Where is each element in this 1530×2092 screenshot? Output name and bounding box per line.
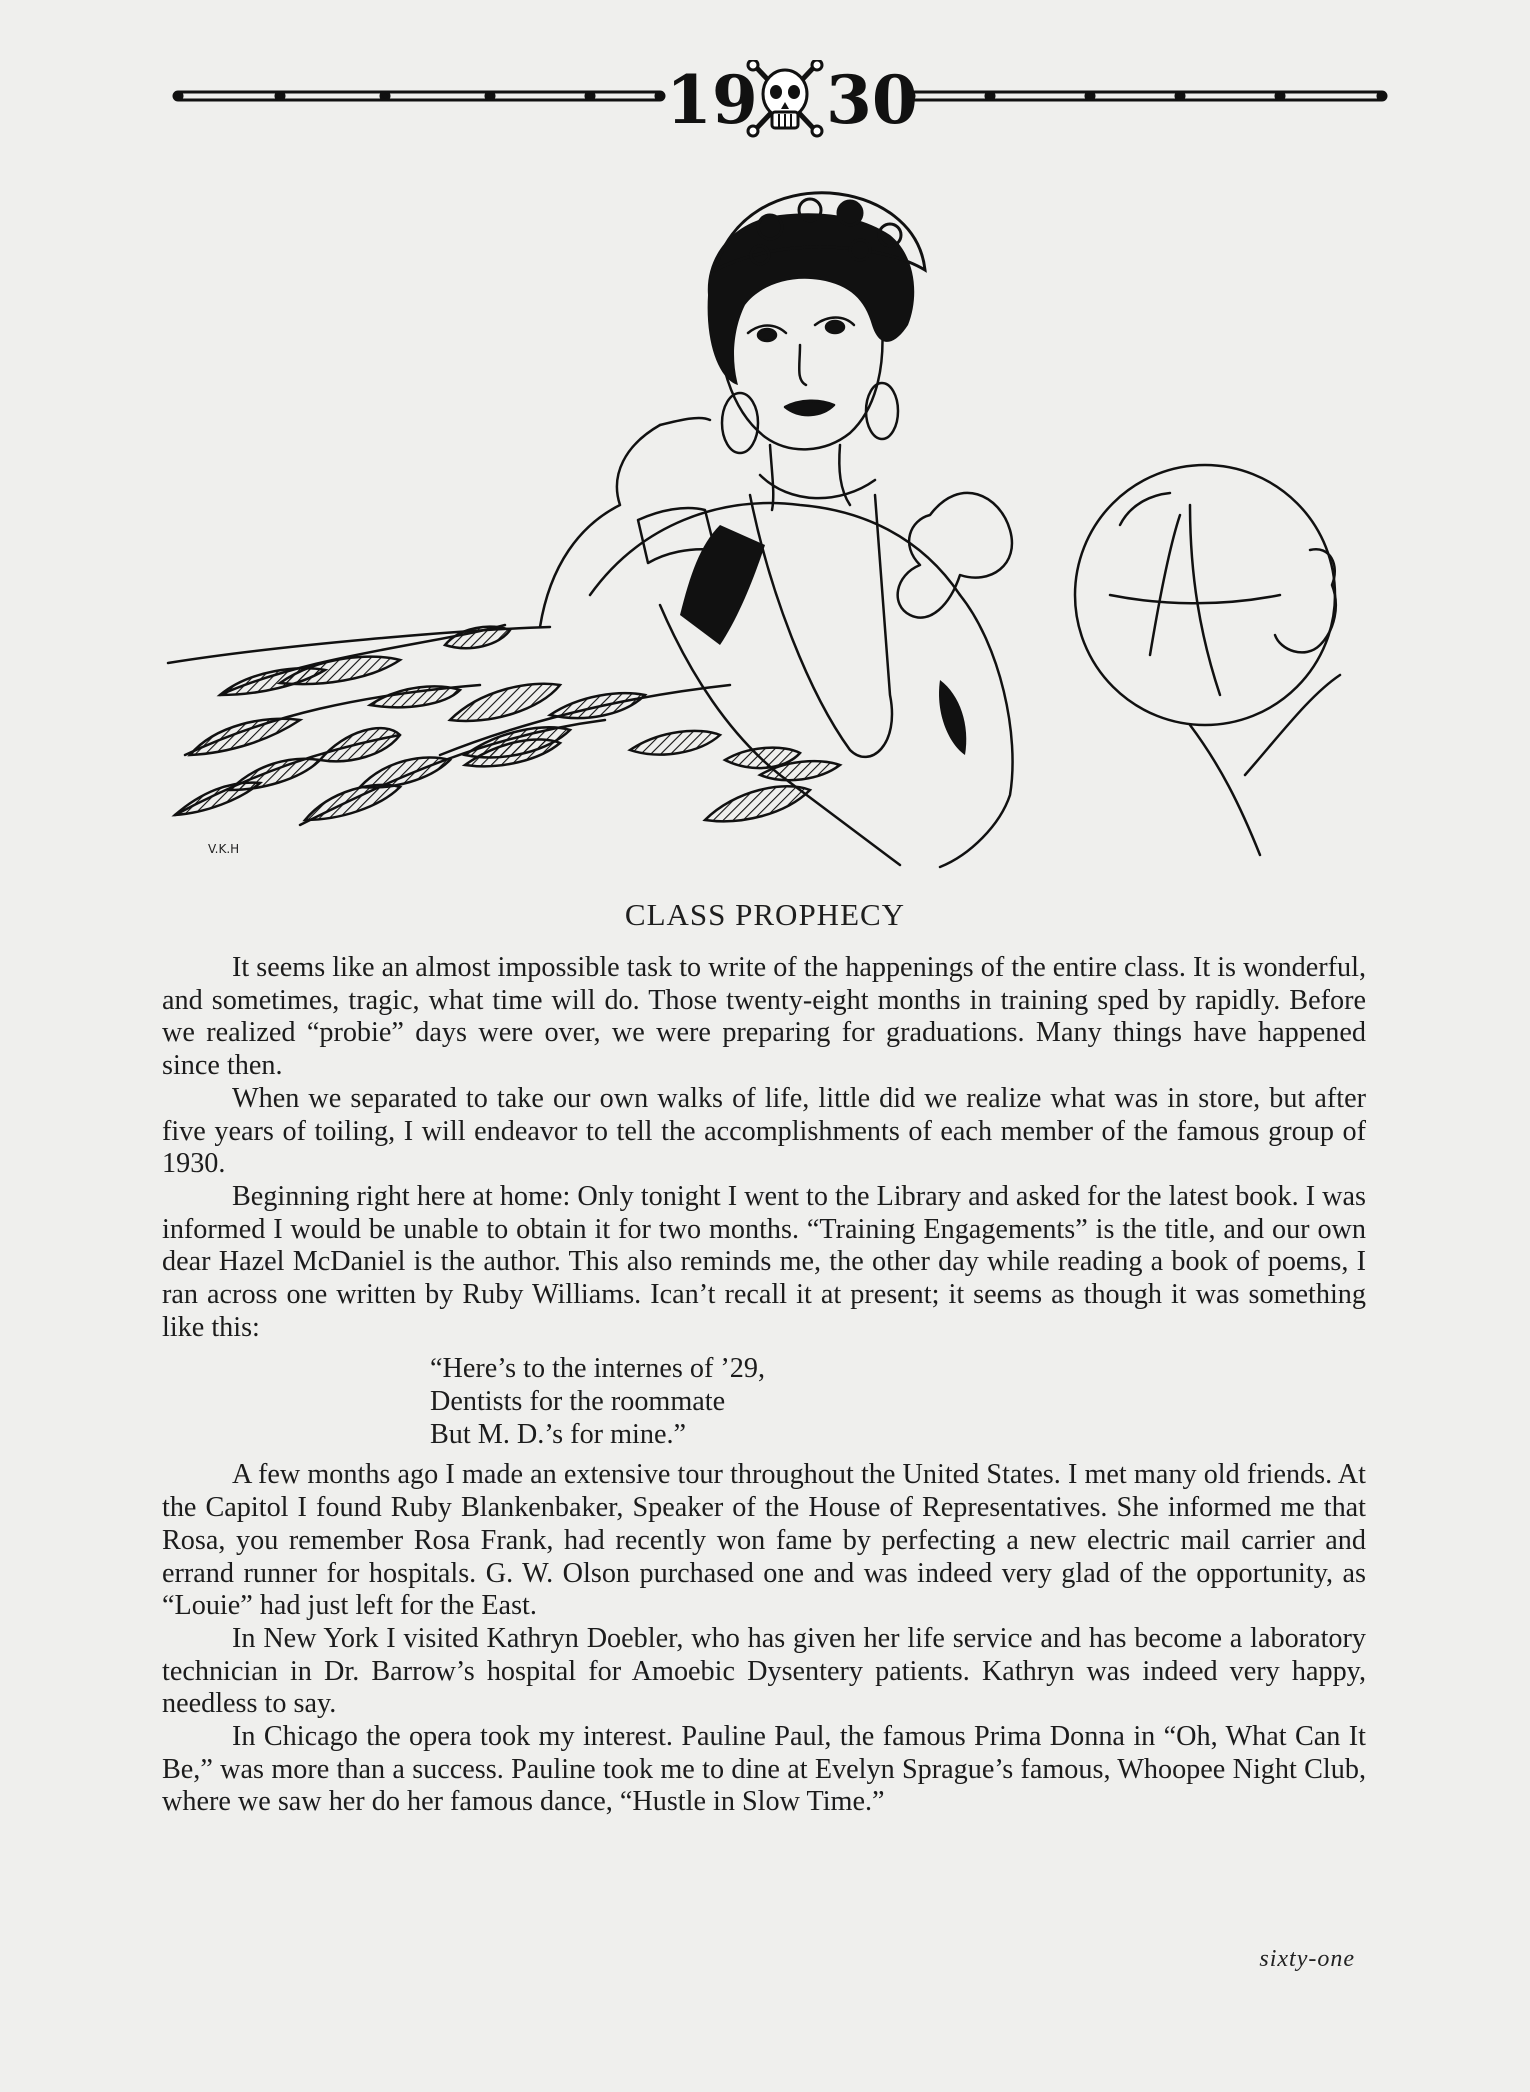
article-title: CLASS PROPHECY (624, 897, 906, 932)
paragraph: It seems like an almost impossible task to write of the happenings of the entire class. It is wonderful, and sometimes, tragic, what time will do. Those twenty-eight months in training sped by rapidly. Before we realized “probie” days were over, we were preparing for graduations. Many things have happened since then. (162, 952, 1366, 1082)
artist-signature: V.K.H (208, 842, 240, 856)
header-rule (170, 60, 1390, 140)
poem-line: Dentists for the roommate (430, 1386, 726, 1418)
skull-and-crossbones-icon (748, 60, 822, 136)
page-number: sixty-one (1259, 1946, 1355, 1972)
paragraph: In Chicago the opera took my interest. Pauline Paul, the famous Prima Donna in “Oh, What Can It Be,” was more than a success. Pauline took me to dine at Evelyn Sprague’s famous, Whoopee Night Club, where we saw her do her famous dance, “Hustle in Slow Time.” (162, 1721, 1366, 1818)
page-header (170, 60, 1390, 140)
poem-line: “Here’s to the internes of ’29, (430, 1353, 766, 1385)
paragraph: Beginning right here at home: Only tonight I went to the Library and asked for the latest book. I was informed I would be unable to obtain it for two months. “Training Engagements” is the title, and our own dear Hazel McDaniel is the author. This also reminds me, the other day while reading a book of poems, I ran across one written by Ruby Williams. Ican’t recall it at present; it seems as though it was something like this: (162, 1180, 1366, 1343)
poem (430, 1352, 1366, 1451)
fortune-teller-drawing (160, 175, 1390, 870)
paragraph: When we separated to take our own walks of life, little did we realize what was in store, but after five years of toiling, I will endeavor to tell the accomplishments of each member of the famous group of 1930. (162, 1082, 1366, 1180)
year-left: 19 (666, 61, 758, 139)
poem-line: But M. D.’s for mine.” (430, 1419, 687, 1451)
fortune-teller-illustration (160, 175, 1390, 870)
paragraph: A few months ago I made an extensive tour throughout the United States. I met many old friends. At the Capitol I found Ruby Blankenbaker, Speaker of the House of Representatives. She informed me that Rosa, you remember Rosa Frank, had recently won fame by perfecting a new electric mail carrier and errand runner for hospitals. G. W. Olson purchased one and was indeed very glad of the opportunity, as “Louie” had just left for the East. (162, 1459, 1366, 1622)
year-right: 30 (826, 61, 918, 139)
article-body (162, 952, 1366, 1819)
paragraph: In New York I visited Kathryn Doebler, who has given her life service and has become a laboratory technician in Dr. Barrow’s hospital for Amoebic Dysentery patients. Kathryn was indeed very happy, needless to say. (162, 1622, 1366, 1720)
